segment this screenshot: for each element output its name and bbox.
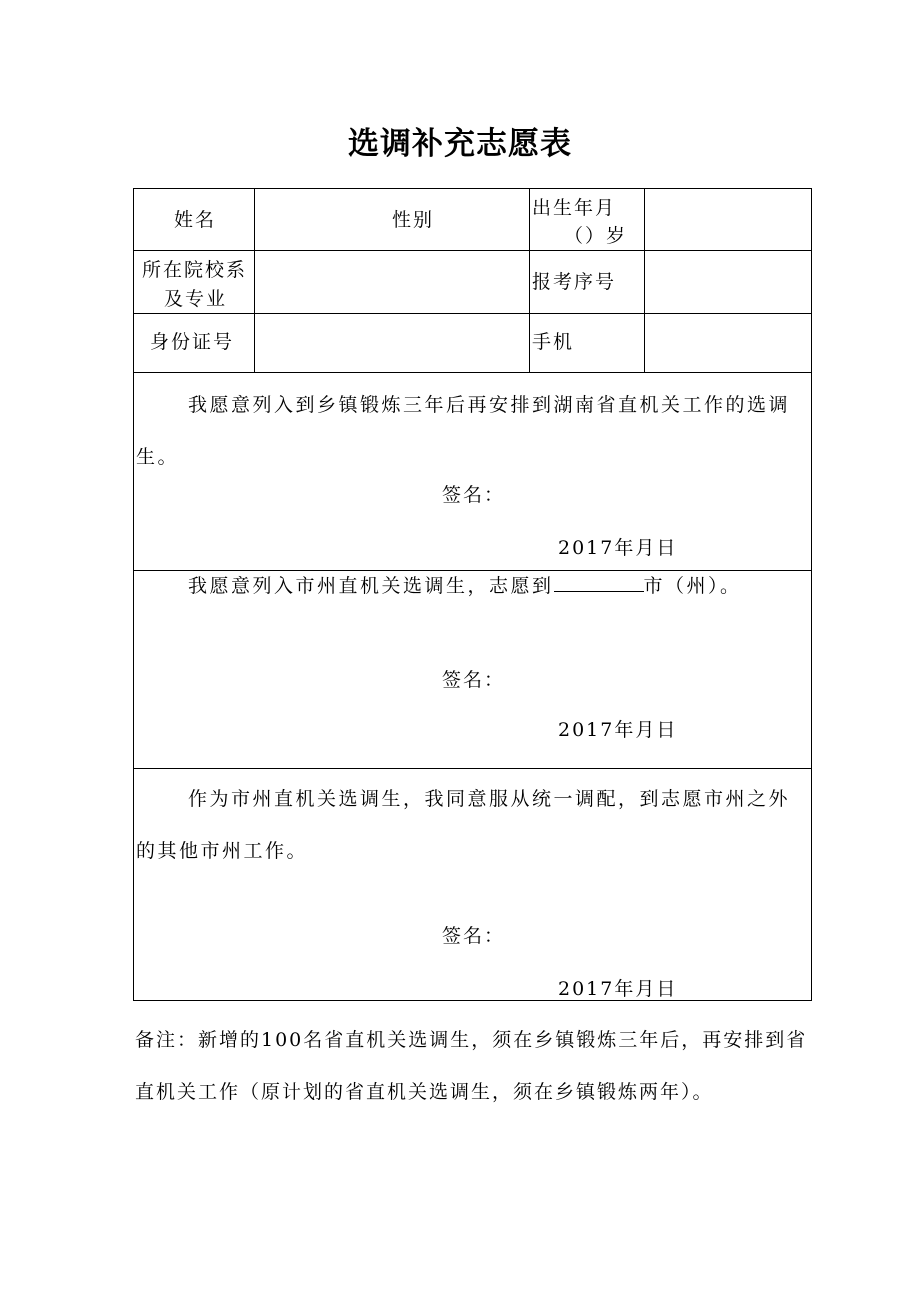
- option-2-text-end: 市（州）。: [643, 575, 742, 597]
- option-1-sign-label: 签名：: [442, 484, 506, 506]
- school-major-input[interactable]: [256, 252, 528, 312]
- birth-date-input[interactable]: [646, 190, 810, 249]
- option-3-statement: 作为市州直机关选调生，我同意服从统一调配，到志愿市州之外的其他市州工作。: [136, 788, 791, 862]
- exam-number-label: 报考序号: [532, 271, 617, 293]
- row-divider: [134, 313, 811, 314]
- id-number-input[interactable]: [256, 315, 528, 371]
- exam-number-input[interactable]: [646, 252, 810, 312]
- option-2-date: 2017年月日: [558, 719, 678, 741]
- birth-label: 出生年月: [532, 197, 617, 219]
- phone-label: 手机: [532, 331, 575, 353]
- option-2-text: 我愿意列入市州直机关选调生，志愿到: [188, 575, 554, 597]
- option-3-sign-label: 签名：: [442, 925, 506, 947]
- gender-label: 性别: [392, 209, 435, 231]
- application-form-table: [133, 188, 812, 1001]
- option-2-statement: [134, 560, 813, 612]
- row-divider: [134, 372, 811, 373]
- option-3-date: 2017年月日: [558, 978, 678, 1000]
- option-2-sign-label: 签名：: [442, 669, 506, 691]
- city-blank-field[interactable]: [554, 573, 644, 592]
- school-label: 所在院校系: [142, 259, 248, 281]
- phone-input[interactable]: [646, 315, 810, 371]
- form-title: 选调补充志愿表: [348, 126, 572, 162]
- id-number-label: 身份证号: [150, 331, 235, 353]
- name-input[interactable]: [134, 189, 135, 190]
- footnote: 备注：新增的100名省直机关选调生，须在乡镇锻炼三年后，再安排到省直机关工作（原计划的省直机关选调生，须在乡镇锻炼两年）。: [135, 1029, 808, 1103]
- name-label: 姓名: [174, 209, 217, 231]
- option-1-date: 2017年月日: [558, 537, 678, 559]
- age-label: （）岁: [564, 225, 628, 247]
- row-divider: [134, 250, 811, 251]
- row-divider: [134, 768, 811, 769]
- col-divider: [644, 189, 645, 372]
- major-label: 及专业: [164, 288, 228, 310]
- col-divider: [529, 189, 530, 372]
- option-1-statement: 我愿意列入到乡镇锻炼三年后再安排到湖南省直机关工作的选调生。: [136, 394, 791, 468]
- col-divider: [254, 189, 255, 372]
